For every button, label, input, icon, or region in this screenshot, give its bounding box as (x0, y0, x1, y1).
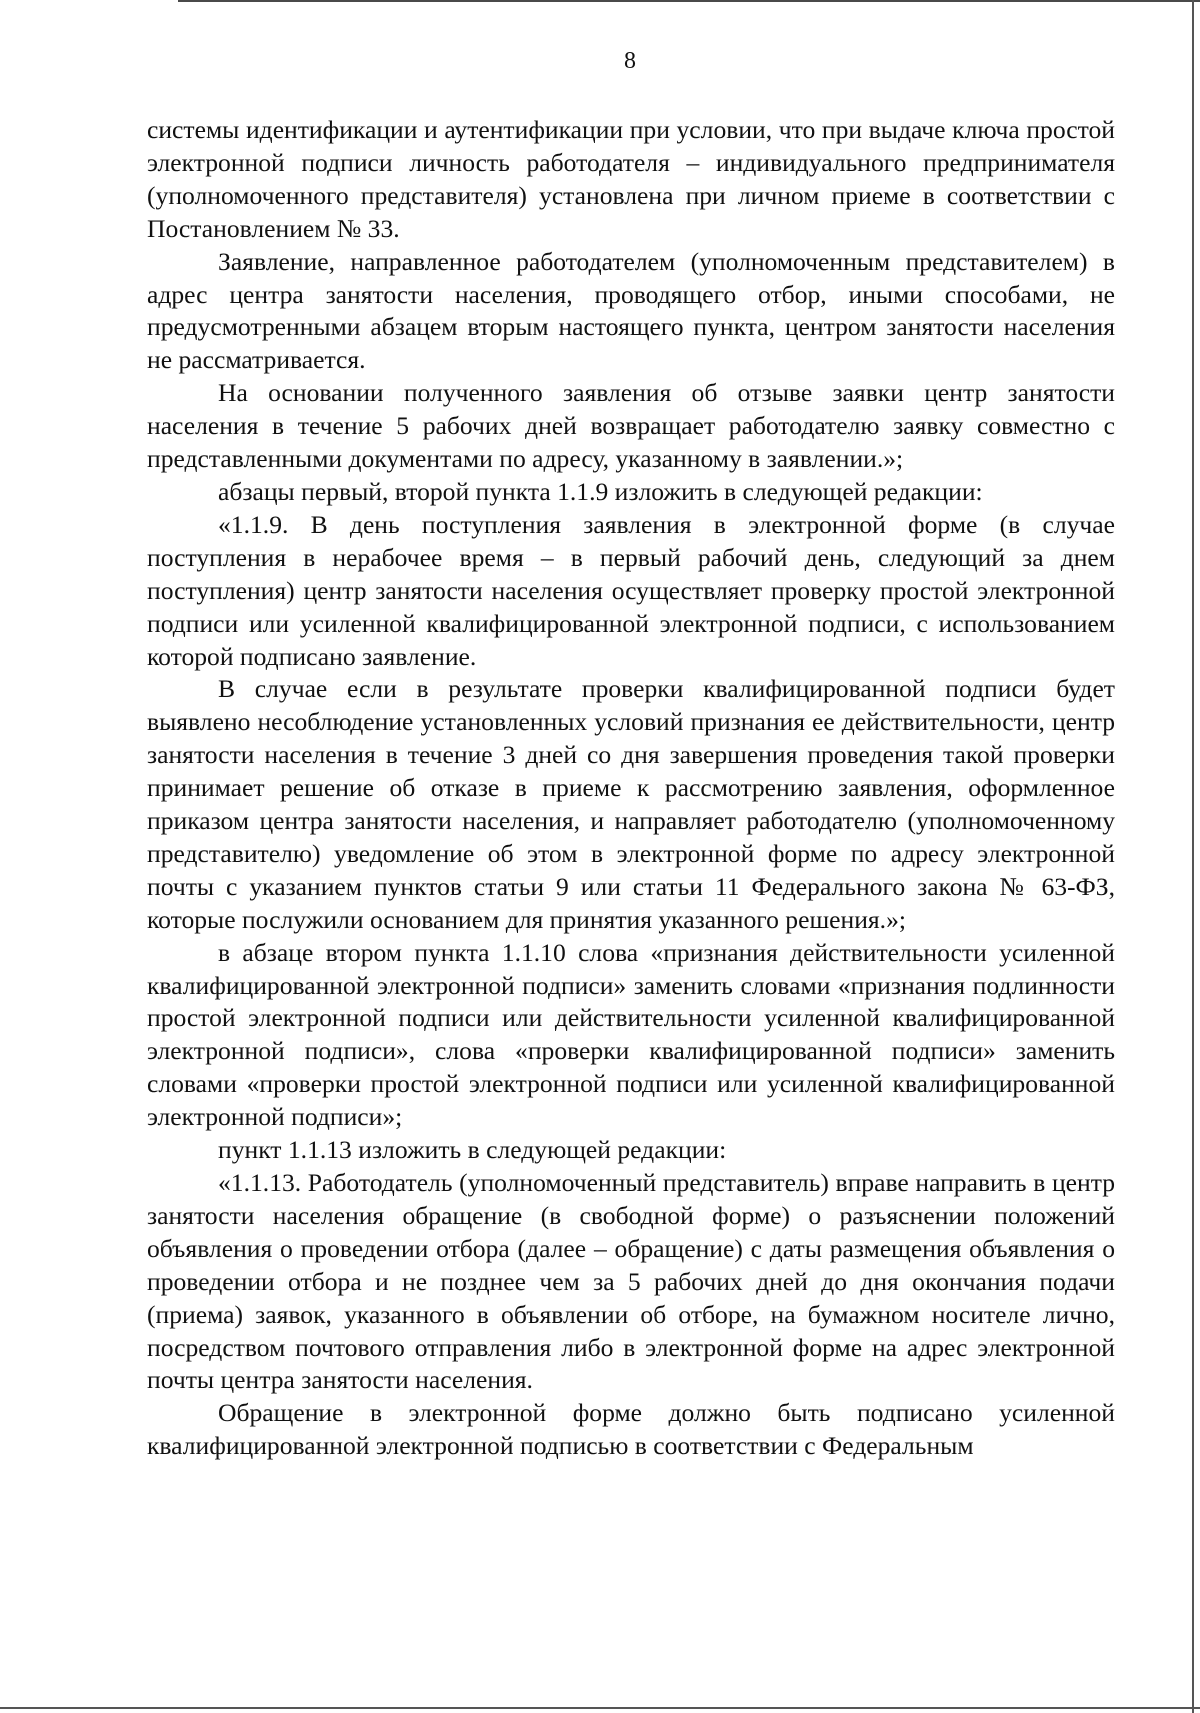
scan-edge-right (1192, 0, 1194, 1713)
scan-edge-top (178, 0, 1200, 2)
paragraph: Заявление, направленное работодателем (уполномоченным представителем) в адрес центра занятости населения, проводящего отбор, иными способами, не предусмотренными абзацем вторым настоящего пункта, центром занятости населения не рассматривается. (147, 246, 1115, 375)
paragraph: Обращение в электронной форме должно быть подписано усиленной квалифицированной электронной подписью в соответствии с Федеральным (147, 1398, 1115, 1461)
page-number: 8 (624, 48, 636, 74)
document-body (147, 114, 1115, 1463)
paragraph: системы идентификации и аутентификации при условии, что при выдаче ключа простой электронной подписи личность работодателя – индивидуального предпринимателя (уполномоченного представителя) установлена при личном приеме в соответствии с Постановлением № 33. (147, 115, 1115, 243)
paragraph: В случае если в результате проверки квалифицированной подписи будет выявлено несоблюдение установленных условий признания ее действительности, центр занятости населения в течение 3 дней со дня завершения проведения такой проверки принимает решение об отказе в приеме к рассмотрению заявления, оформленное приказом центра занятости населения, и направляет работодателю (уполномоченному представителю) уведомление об этом в электронной форме по адресу электронной почты с указанием пунктов статьи 9 или статьи 11 Федерального закона № 63-ФЗ, которые послужили основанием для принятия указанного решения.»; (147, 674, 1115, 934)
paragraph: «1.1.13. Работодатель (уполномоченный представитель) вправе направить в центр занятости населения обращение (в свободной форме) о разъяснении положений объявления о проведении отбора (далее – обращение) с даты размещения объявления о проведении отбора и не позднее чем за 5 рабочих дней до дня окончания подачи (приема) заявок, указанного в объявлении об отборе, на бумажном носителе лично, посредством почтового отправления либо в электронной форме на адрес электронной почты центра занятости населения. (147, 1168, 1115, 1395)
paragraph: абзацы первый, второй пункта 1.1.9 изложить в следующей редакции: (218, 476, 983, 506)
paragraph: На основании полученного заявления об отзыве заявки центр занятости населения в течение 5 рабочих дней возвращает работодателю заявку совместно с представленными документами по адресу, указанному в заявлении.»; (147, 378, 1115, 474)
scan-edge-bottom (0, 1707, 1200, 1709)
paragraph: в абзаце втором пункта 1.1.10 слова «признания действительности усиленной квалифицированной электронной подписи» заменить словами «признания подлинности простой электронной подписи или действительности усиленной квалифицированной электронной подписи», слова «проверки квалифицированной подписи» заменить словами «проверки простой электронной подписи или усиленной квалифицированной электронной подписи»; (147, 937, 1115, 1132)
paragraph: пункт 1.1.13 изложить в следующей редакции: (218, 1135, 727, 1165)
paragraph: «1.1.9. В день поступления заявления в электронной форме (в случае поступления в нерабочее время – в первый рабочий день, следующий за днем поступления) центр занятости населения осуществляет проверку простой электронной подписи или усиленной квалифицированной электронной подписи, с использованием которой подписано заявление. (147, 509, 1115, 671)
